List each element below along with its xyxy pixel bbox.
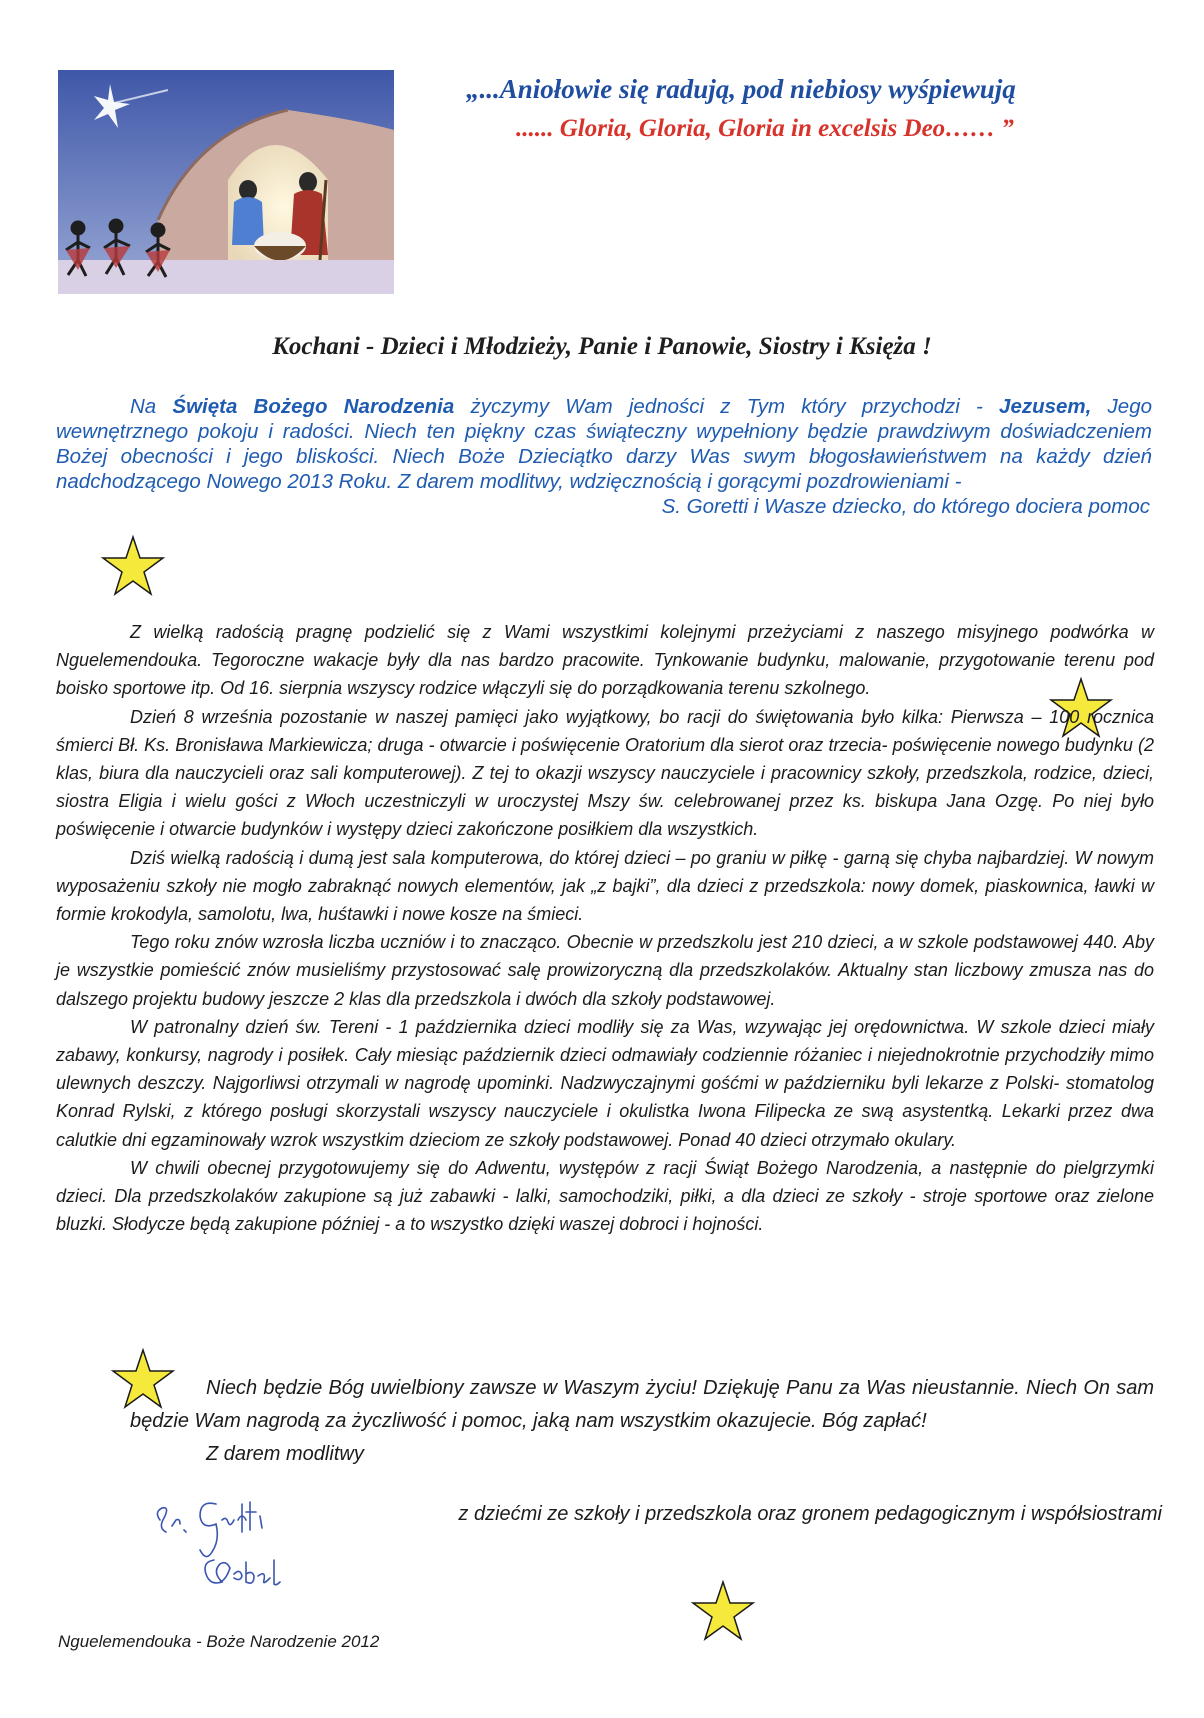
letter-closing <box>130 1372 1154 1471</box>
handwritten-signature <box>150 1490 320 1600</box>
paragraph: Tego roku znów wzrosła liczba uczniów i to znacząco. Obecnie w przedszkolu jest 210 dzieci, a w szkole podstawowej 440. Aby je wszystkie pomieścić znów musieliśmy przystosować salę prowizoryczną dla przedszkolaków. Aktualny stan liczbowy zmusza nas do dalszego projektu budowy jeszcze 2 klas dla przedszkola i dwóch dla szkoły podstawowej. <box>56 932 1154 1009</box>
greeting-text: Na <box>130 395 173 418</box>
greeting-signature: S. Goretti i Wasze dziecko, do którego dociera pomoc <box>661 495 1150 518</box>
greeting-text: życzymy Wam jedności z Tym który przychodzi - <box>454 395 1000 418</box>
closing-blessing: Niech będzie Bóg uwielbiony zawsze w Waszym życiu! Dziękuję Panu za Was nieustannie. Niech On sam będzie Wam nagrodą za życzliwość i pomoc, jaką nam wszystkim okazujecie. Bóg zapłać! <box>130 1377 1154 1432</box>
paragraph: Dziś wielką radością i dumą jest sala komputerowa, do której dzieci – po graniu w piłkę - garną się chyba najbardziej. W nowym wyposażeniu szkoły nie mogło zabraknąć nowych elementów, jak „z bajki”, dla dzieci z przedszkola: nowy domek, piaskownica, ławki w formie krokodyla, samolotu, lwa, huśtawki i nowe kosze na śmieci. <box>56 847 1154 925</box>
header-poem <box>440 74 1140 143</box>
christmas-greeting <box>56 394 1152 519</box>
paragraph: Dzień 8 września pozostanie w naszej pamięci jako wyjątkowy, bo racji do świętowania było kilka: Pierwsza – 100 rocznica śmierci Bł. Ks. Bronisława Markiewicza; druga - otwarcie i poświęcenie Oratorium dla sierot oraz trzecia- poświęcenie nowego budynku (2 klas, biura dla nauczycieli oraz sali komputerowej). Z tej to okazji wszyscy nauczyciele i pracownicy szkoły, przedszkola, rodzice, dzieci, siostra Eligia i wielu gości z Włoch uczestniczyli w uroczystej Mszy św. celebrowanej przez ks. biskupa Jana Ozgę. Po niej było poświęcenie i otwarcie budynków i występy dzieci zakończone posiłkiem dla wszystkich. <box>56 706 1154 840</box>
paragraph: Z wielką radością pragnę podzielić się z Wami wszystkimi kolejnymi przeżyciami z naszego misyjnego podwórka w Nguelemendouka. Tegoroczne wakacje były dla nas bardzo pracowite. Tynkowanie budynku, malowanie, przygotowanie terenu pod boisko sportowe itp. Od 16. sierpnia wszyscy rodzice włączyli się do porządkowania terenu szkolnego. <box>56 622 1154 699</box>
closing-prayer: Z darem modlitwy <box>206 1443 364 1465</box>
star-icon <box>690 1580 756 1642</box>
greeting-emphasis: Jezusem, <box>999 395 1092 418</box>
poem-line-1: „...Aniołowie się radują, pod niebiosy wyśpiewują <box>466 74 1016 104</box>
letter-body <box>56 618 1154 1238</box>
poem-line-2: ...... Gloria, Gloria, Gloria in excelsis Deo…… ” <box>516 115 1014 142</box>
salutation-heading: Kochani - Dzieci i Młodzieży, Panie i Panowie, Siostry i Księża ! <box>272 333 932 360</box>
greeting-text: Jego wewnętrznego pokoju i radości. Niech ten piękny czas świąteczny wypełniony będzie prawdziwym doświadczeniem Bożej obecności i jego bliskości. Niech Boże Dzieciątko darzy Was swym błogosławieństwem na każdy dzień nadchodzącego Nowego 2013 Roku. Z darem modlitwy, wdzięcznością i gorącymi pozdrowieniami - <box>56 395 1153 493</box>
nativity-painting <box>58 70 394 294</box>
star-icon <box>100 535 166 597</box>
paragraph: W patronalny dzień św. Tereni - 1 października dzieci modliły się za Was, wzywając jej orędownictwa. W szkole dzieci miały zabawy, konkursy, nagrody i posiłek. Cały miesiąc październik dzieci odmawiały codziennie różaniec i niejednokrotnie przychodziły mimo ulewnych deszczy. Najgorliwsi otrzymali w nagrodę upominki. Nadzwyczajnymi gośćmi w październiku byli lekarze z Polski- stomatolog Konrad Rylski, z którego posługi skorzystali wszyscy nauczyciele i okulistka Iwona Filipecka ze swą asystentką. Lekarki przez dwa calutkie dni egzaminowały wzrok wszystkim dzieciom ze szkoły podstawowej. Ponad 40 dzieci otrzymało okulary. <box>56 1016 1154 1150</box>
signature-note: z dziećmi ze szkoły i przedszkola oraz gronem pedagogicznym i współsiostrami <box>458 1503 1162 1525</box>
footer-place-date: Nguelemendouka - Boże Narodzenie 2012 <box>58 1632 380 1651</box>
paragraph: W chwili obecnej przygotowujemy się do Adwentu, występów z racji Świąt Bożego Narodzenia, a następnie do pielgrzymki dzieci. Dla przedszkolaków zakupione są już zabawki - lalki, samochodziki, piłki, a dla dzieci ze szkoły - stroje sportowe oraz zielone bluzki. Słodycze będą zakupione później - a to wszystko dzięki waszej dobroci i hojności. <box>56 1157 1154 1235</box>
greeting-emphasis: Święta Bożego Narodzenia <box>172 395 455 418</box>
